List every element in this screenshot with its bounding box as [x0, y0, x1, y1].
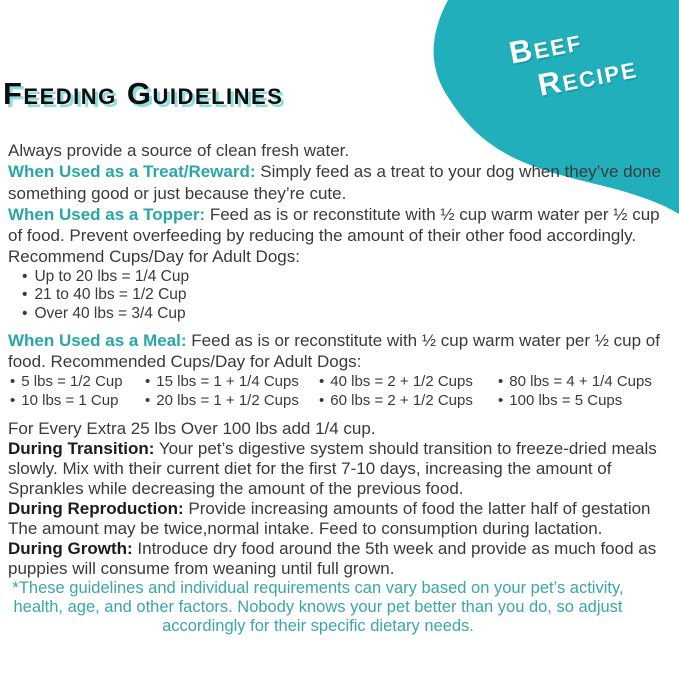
topper-bullet: • Over 40 lbs = 3/4 Cup — [22, 305, 664, 324]
reproduction-note — [8, 499, 664, 539]
meal-column-3 — [317, 373, 496, 411]
meal-portion: • 60 lbs = 2 + 1/2 Cups — [319, 392, 496, 411]
topper-section-label: When Used as a Topper: — [8, 204, 206, 224]
label-content — [8, 140, 664, 636]
meal-portion: • 10 lbs = 1 Cup — [10, 392, 143, 411]
meal-portion: • 40 lbs = 2 + 1/2 Cups — [319, 373, 496, 392]
reproduction-label: During Reproduction: — [8, 498, 184, 518]
disclaimer-note: *These guidelines and individual requirements can vary based on your pet’s activity, health, age, and other factors. Nobody knows your pet better than you do, so adjust accordingly for their specific dietary needs. — [12, 579, 624, 636]
meal-portion: • 80 lbs = 4 + 1/4 Cups — [498, 373, 664, 392]
topper-section-text: Feed as is or reconstitute with ½ cup warm water per ½ cup of food. Prevent overfeeding by reducing the amount of their other food accordingly. Recommend Cups/Day for Adult Dogs: — [8, 204, 660, 267]
extra-weight-note: For Every Extra 25 lbs Over 100 lbs add 1/4 cup. — [8, 418, 376, 438]
badge-line-beef: Beef — [506, 22, 585, 71]
meal-column-4 — [496, 373, 664, 411]
meal-portion: • 5 lbs = 1/2 Cup — [10, 373, 143, 392]
meal-portion: • 20 lbs = 1 + 1/2 Cups — [145, 392, 317, 411]
topper-section — [8, 204, 664, 268]
treat-section-text: Simply feed as a treat to your dog when they’ve done something good or just because they’re cute. — [8, 162, 661, 203]
transition-note — [8, 439, 664, 499]
meal-column-2 — [143, 373, 317, 411]
meal-section — [8, 330, 664, 373]
growth-note — [8, 539, 664, 579]
topper-bullet-list — [8, 268, 664, 325]
meal-portion-table — [8, 373, 664, 411]
topper-bullet: • Up to 20 lbs = 1/4 Cup — [22, 268, 664, 287]
transition-text: Your pet’s digestive system should transition to freeze-dried meals slowly. Mix with their current diet for the first 7-10 days, increasing the amount of Sprankles while decreasing the amount of the previous food. — [8, 438, 657, 498]
meal-section-label: When Used as a Meal: — [8, 331, 187, 351]
meal-portion: • 15 lbs = 1 + 1/4 Cups — [145, 373, 317, 392]
meal-column-1 — [8, 373, 143, 411]
treat-section — [8, 161, 664, 204]
treat-section-label: When Used as a Treat/Reward: — [8, 162, 256, 182]
page-title: Feeding Guidelines — [3, 76, 284, 111]
meal-portion: • 100 lbs = 5 Cups — [498, 392, 664, 411]
topper-bullet: • 21 to 40 lbs = 1/2 Cup — [22, 286, 664, 305]
reproduction-text: Provide increasing amounts of food the latter half of gestation The amount may be twice,normal intake. Feed to consumption during lactation. — [8, 498, 651, 538]
care-notes — [8, 439, 664, 579]
growth-text: Introduce dry food around the 5th week and provide as much food as puppies will consume from weaning until full grown. — [8, 538, 657, 579]
water-note: Always provide a source of clean fresh water. — [8, 141, 350, 160]
badge-line-recipe: Recipe — [534, 48, 641, 103]
meal-section-text: Feed as is or reconstitute with ½ cup warm water per ½ cup of food. Recommended Cups/Day for Adult Dogs: — [8, 331, 660, 372]
transition-label: During Transition: — [8, 438, 155, 458]
growth-label: During Growth: — [8, 538, 133, 558]
